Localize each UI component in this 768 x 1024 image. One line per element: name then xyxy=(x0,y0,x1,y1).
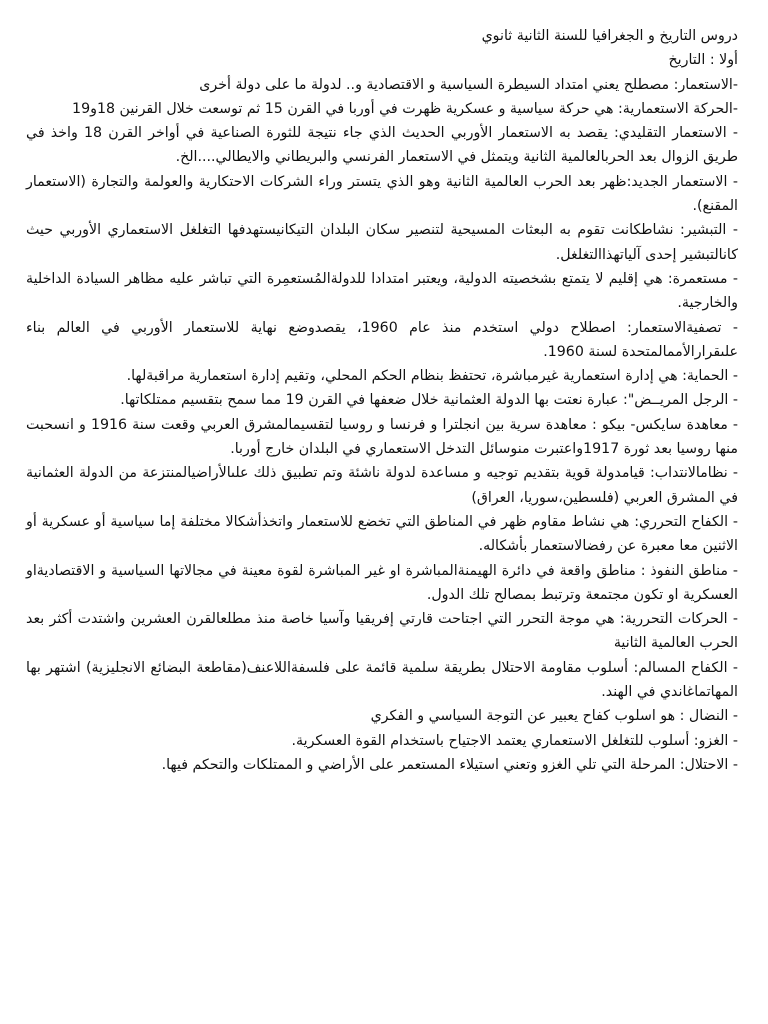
definition-liberation-struggle: - الكفاح التحرري: هي نشاط مقاوم ظهر في المناطق التي تخضع للاستعمار واتخذأشكالا مختلفة إما سياسية أو عسكرية أو الاثنين معا معبرة عن رفضالاستعمار بأشكاله. xyxy=(26,513,738,555)
document-page xyxy=(26,24,738,777)
definition-spheres-of-influence: - مناطق النفوذ : مناطق واقعة في دائرة الهيمنةالمباشرة او غير المباشرة لقوة معينة في مجالاتها السياسية و الاقتصاديةاو العسكرية او تكون مجتمعة وترتبط بمصالح تلك الدول. xyxy=(26,562,738,603)
definition-mandate: - نظامالانتداب: قيامدولة قوية بتقديم توجيه و مساعدة لدولة ناشئة وتم تطبيق ذلك علىالأراضيالمنتزعة من الدولة العثمانية في المشرق العربي (فلسطين،سوريا، العراق) xyxy=(26,465,738,506)
definition-decolonization: - تصفيةالاستعمار: اصطلاح دولي استخدم منذ عام 1960، يقصدوضع نهاية للاستعمار الأوربي في العالم بناء علىقرارالأممالمتحدة لسنة 1960. xyxy=(26,319,738,360)
definition-new-colonialism: - الاستعمار الجديد:ظهر بعد الحرب العالمية الثانية وهو الذي يتستر وراء الشركات الاحتكارية والعولمة والتجارة (الاستعمار المقنع). xyxy=(26,173,738,215)
definition-invasion: - الغزو: أسلوب للتغلغل الاستعماري يعتمد الاجتياح باستخدام القوة العسكرية. xyxy=(291,732,738,749)
definition-colonialism: -الاستعمار: مصطلح يعني امتداد السيطرة السياسية و الاقتصادية و.. لدولة ما على دولة أخرى xyxy=(199,76,738,93)
definition-struggle: - النضال : هو اسلوب كفاح يعبير عن التوجة السياسي و الفكري xyxy=(370,708,738,725)
document-title: دروس التاريخ و الجغرافيا للسنة الثانية ثانوي xyxy=(481,28,738,44)
definition-colonial-movement: -الحركة الاستعمارية: هي حركة سياسية و عسكرية ظهرت في أوربا في القرن 15 ثم توسعت خلال القرنين 18و19 xyxy=(72,100,738,117)
definition-colony: - مستعمرة: هي إقليم لا يتمتع بشخصيته الدولية، ويعتبر امتدادا للدولةالمُستعمِرة التي تباشر عليه مظاهر السيادة الداخلية والخارجية. xyxy=(26,270,738,312)
definition-peaceful-struggle: - الكفاح المسالم: أسلوب مقاومة الاحتلال بطريقة سلمية قائمة على فلسفةاللاعنف(مقاطعة البضائع الانجليزية) اشتهر بها المهاتماغاندي في الهند. xyxy=(26,659,738,701)
definition-protectorate: - الحماية: هي إدارة استعمارية غيرمباشرة، تحتفظ بنظام الحكم المحلي، وتقيم إدارة استعمارية مراقبةلها. xyxy=(126,368,738,385)
definition-sick-man: - الرجل المريــض": عبارة نعتت بها الدولة العثمانية خلال ضعفها في القرن 19 مما سمح بتقسيم ممتلكاتها. xyxy=(120,392,738,409)
section-heading-history: أولا : التاريخ xyxy=(668,52,738,69)
definition-evangelism: - التبشير: نشاطكانت تقوم به البعثات المسيحية لتنصير سكان البلدان التيكانيستهدفها التغلغل الاستعماري الأوربي حيث كانالتبشير إحدى آلياتهذاالتغلغل. xyxy=(26,222,738,263)
definition-liberation-movements: - الحركات التحررية: هي موجة التحرر التي اجتاحت قارتي إفريقيا وآسيا خاصة منذ مطلعالقرن العشرين واشتدت أكثر بعد الحرب العالمية الثانية xyxy=(26,611,738,652)
definition-sykes-picot: - معاهدة سايكس- بيكو : معاهدة سرية بين انجلترا و فرنسا و روسيا لتقسيمالمشرق العربي وقعت سنة 1916 و انسحبت منها روسيا بعد ثورة 1917واعتبرت منوسائل التدخل الاستعماري في البلدان خارج أوربا. xyxy=(26,416,738,458)
definition-traditional-colonialism: - الاستعمار التقليدي: يقصد به الاستعمار الأوربي الحديث الذي جاء نتيجة للثورة الصناعية في أواخر القرن 18 واخذ في طريق الزوال بعد الحربالعالمية الثانية ويتمثل في الاستعمار الفرنسي والبريطاني والايطالي....الخ. xyxy=(26,125,738,166)
definition-occupation: - الاحتلال: المرحلة التي تلي الغزو وتعني استيلاء المستعمر على الأراضي و الممتلكات والتحكم فيها. xyxy=(161,756,738,773)
